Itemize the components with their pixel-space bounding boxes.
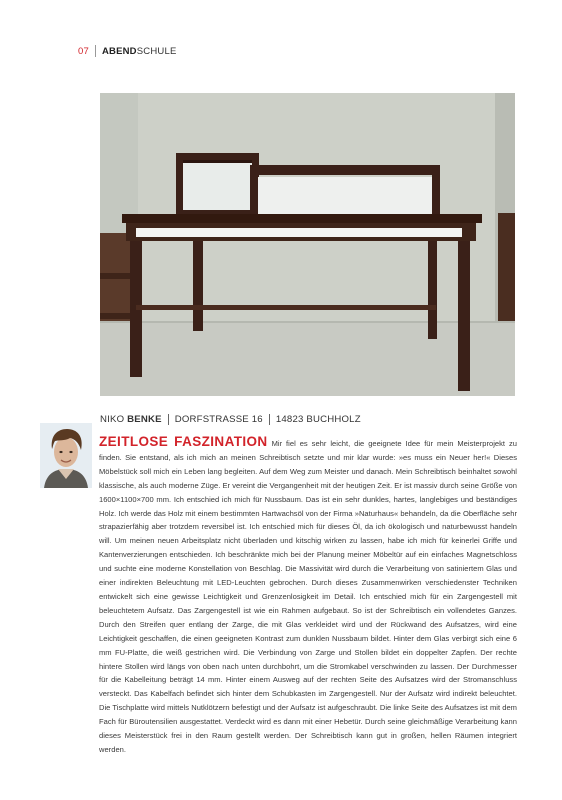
- page-number: 07: [78, 45, 89, 57]
- section-title-bold: ABEND: [101, 45, 137, 57]
- author-divider: [269, 414, 270, 425]
- desk-photo-illustration: [100, 93, 515, 396]
- author-first-name: NIKO: [100, 414, 125, 425]
- author-divider: [168, 414, 169, 425]
- header-divider: [95, 45, 96, 57]
- author-last-name: BENKE: [127, 414, 162, 425]
- section-title-rest: SCHULE: [136, 45, 177, 57]
- author-portrait: [40, 423, 92, 488]
- author-street: DORFSTRASSE 16: [174, 414, 263, 425]
- desk-photo: [100, 93, 515, 396]
- section-title: [102, 46, 177, 57]
- article-headline: ZEITLOSE FASZINATION: [99, 434, 268, 449]
- article-text: Mir fiel es sehr leicht, die geeignete Idee für mein Meisterprojekt zu finden. Sie entstand, als ich mich an meinen Schreibtisch setzte und mir klar wurde: »es muss ein Neuer her!« Dieses Möbelstück soll mich ein Leben lang begleiten. Auf dem Weg zum Meister und danach. Mein Schreibtisch beinhaltet sowohl klassische, als auch moderne Züge. Er vereint die Vergangenheit mit der heutigen Zeit. Er ist massiv durch seine Größe von 1600×1100×700 mm. Ich entschied ich mich für Nussbaum. Das ist ein sehr dunkles, hartes, langlebiges und beständiges Holz. Ich werde das Holz mit einem bestimmten Hartwachsöl von der Firma »Naturhaus« behandeln, da die Oberfläche sehr strapazierfähig aber trotzdem reversibel ist. Ich entschied mich für dieses Öl, da ich ökologisch und naturbewusst handeln will. Um meinen neuen Arbeitsplatz nicht überladen und kitschig wirken zu lassen, habe ich mich für keinerlei Griffe und Kantenverzierungen entschieden. Ich beschränkte mich bei der Planung meiner Möbeltür auf ein einfaches Magnetschloss und suchte eine moderne Konstellation von Beschlag. Die Massivität wird durch die Verarbeitung von satiniertem Glas und einer indirekten Beleuchtung mit LED-Leuchten gebrochen. Durch dieses Zusammenwirken verschiedenster Techniken entwickelt sich eine gewisse Leichtigkeit und Grenzenlosigkeit im Detail. Ich entschied mich für ein Zargengestell mit beleuchtetem Aufsatz. Das Zargengestell ist wie ein Rahmen aufgebaut. So ist der Schreibtisch ein vollendetes Ganzes. Durch den Streifen quer entlang der Zarge, die mit Glas verkleidet wird und der Rückwand des Aufsatzes, wird eine Leichtigkeit geschaffen, die einen geeigneten Kontrast zum dunklen Nussbaum bildet. Hinter dem Glas verbirgt sich eine 6 mm FU-Platte, die weiß gestrichen wird. Die Verbindung von Zarge und Stollen bildet ein doppelter Zapfen. Der rechte hintere Stollen wird längs von oben nach unten durchbohrt, um die Stromkabel verschwinden zu lassen. Der Durchmesser für die Kabelleitung beträgt 14 mm. Hinter einem Ausweg auf der rechten Seite des Aufsatzes wird der Stromanschluss versteckt. Das Kabelfach befindet sich hinter dem Schubkasten im Zargengestell. Nur der Aufsatz wird indirekt beleuchtet. Die Tischplatte wird mittels Nutklötzern befestigt und der Aufsatz ist aufgeschraubt. Die linke Seite des Aufsatzes ist mit dem Fach für Büroutensilien ausgestattet. Verdeckt wird es dann mit einer Hebetür. Durch seine gleichmäßige Verarbeitung kann dieses Meisterstück frei in den Raum gestellt werden. Der Schreibtisch kann gut in großen, hellen Räumen integriert werden.: [99, 439, 517, 754]
- page-header: [78, 44, 177, 58]
- author-line: [100, 414, 361, 425]
- author-portrait-illustration: [40, 423, 92, 488]
- article-body: [99, 435, 517, 757]
- author-city: 14823 BUCHHOLZ: [275, 414, 361, 425]
